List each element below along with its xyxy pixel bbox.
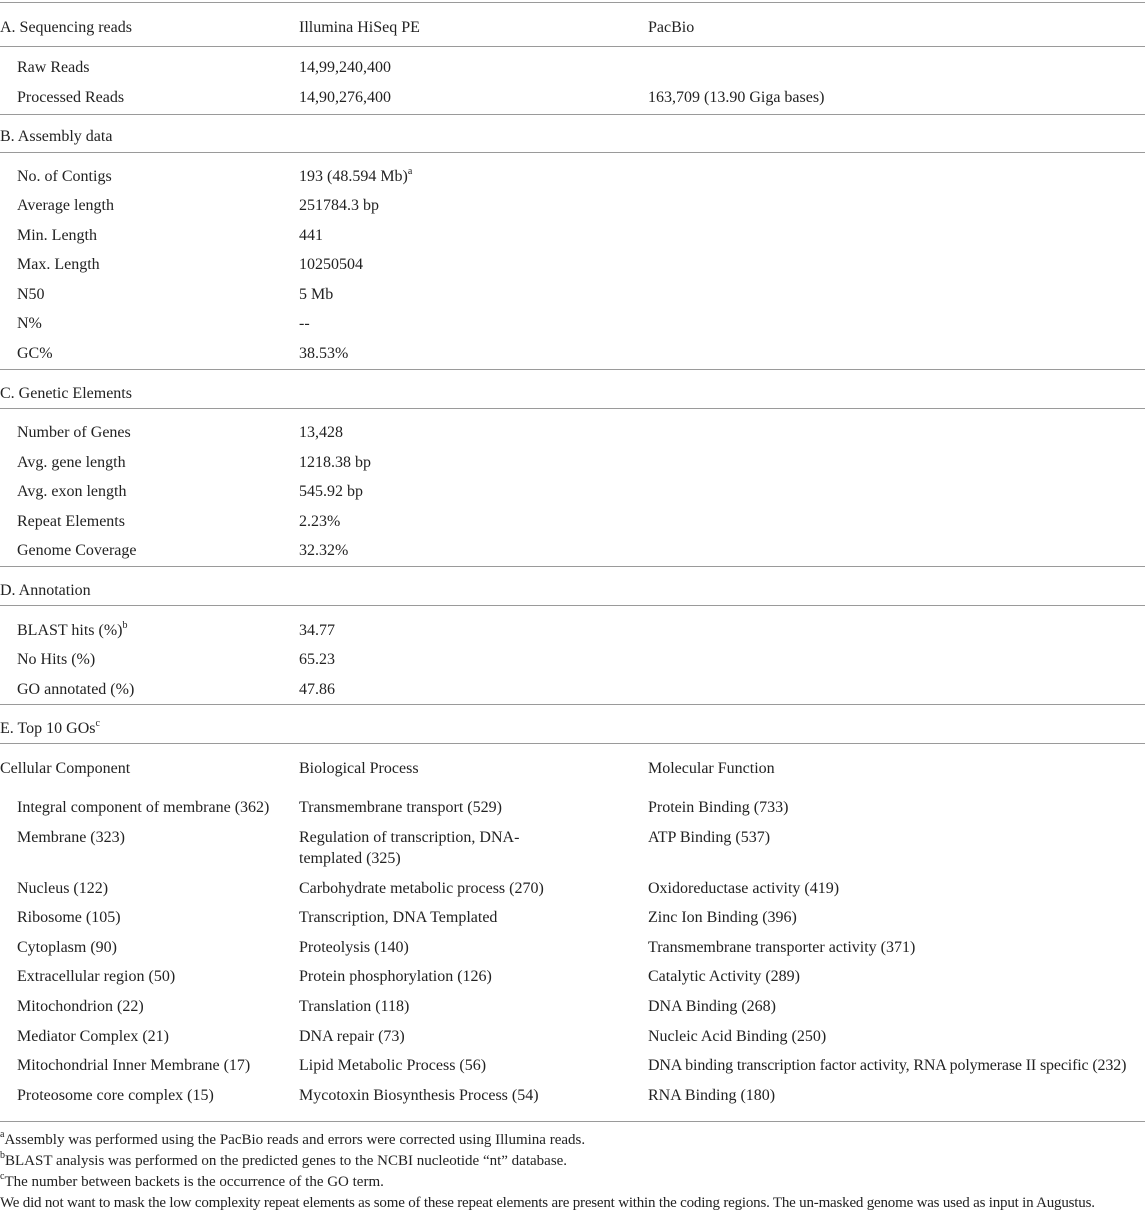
footnote: $^c$The number between backets is the occurrence of the GO term. [0,1171,384,1190]
go-cellular-component: Mitochondrion (22) [17,998,144,1015]
go-molecular-function: ATP Binding (537) [648,829,771,846]
rule [0,369,1145,370]
row-label: N50 [17,286,45,303]
row-label: Processed Reads [17,89,125,106]
column-header: Illumina HiSeq PE [299,19,420,36]
row-value: 14,90,276,400 [299,89,391,106]
top-rule [0,2,1145,3]
go-cellular-component: Cytoplasm (90) [17,939,117,956]
rule [0,704,1145,705]
go-molecular-function: Zinc Ion Binding (396) [648,909,797,926]
section-title: A. Sequencing reads [0,19,132,36]
go-molecular-function: Nucleic Acid Binding (250) [648,1028,827,1045]
column-header: PacBio [648,19,695,36]
go-molecular-function: Oxidoreductase activity (419) [648,880,840,897]
go-molecular-function: RNA Binding (180) [648,1087,776,1104]
row-value: 1218.38 bp [299,454,371,471]
row-label: GO annotated (%) [17,681,135,698]
footnote: We did not want to mask the low complexity repeat elements as some of these repeat elements are present within the coding regions. The un-masked genome was used as input in Augustus. [0,1195,1095,1211]
section-title: E. Top 10 GOs$^c$ [0,717,100,737]
section-title: D. Annotation [0,582,91,599]
row-value: 34.77 [299,622,335,639]
rule [0,152,1145,153]
row-value: 441 [299,227,323,244]
row-value: 38.53% [299,345,349,362]
row-label: Average length [17,197,114,214]
row-value: 10250504 [299,256,363,273]
row-value: 193 (48.594 Mb)$^a$ [299,165,413,185]
go-biological-process: Transmembrane transport (529) [299,799,502,816]
go-biological-process: Proteolysis (140) [299,939,409,956]
go-cellular-component: Extracellular region (50) [17,968,176,985]
row-label: No Hits (%) [17,651,96,668]
row-label: Avg. gene length [17,454,126,471]
row-value: 5 Mb [299,286,334,303]
go-molecular-function: Catalytic Activity (289) [648,968,800,985]
row-value: 47.86 [299,681,335,698]
row-value: 251784.3 bp [299,197,379,214]
go-cellular-component: Mediator Complex (21) [17,1028,169,1045]
bottom-rule [0,1121,1145,1122]
row-value: -- [299,315,310,332]
footnote-mark: b [122,619,128,631]
go-cellular-component: Nucleus (122) [17,880,109,897]
row-value: 14,99,240,400 [299,59,391,76]
row-label: N% [17,315,42,332]
row-value: 32.32% [299,542,349,559]
go-cellular-component: Integral component of membrane (362) [17,799,270,816]
row-value: 545.92 bp [299,483,363,500]
go-biological-process: Translation (118) [299,998,410,1015]
footnote-mark: a [407,165,413,177]
section-title: B. Assembly data [0,128,113,145]
go-biological-process: Protein phosphorylation (126) [299,968,492,985]
go-biological-process: Carbohydrate metabolic process (270) [299,880,544,897]
row-label: Genome Coverage [17,542,137,559]
column-header: Biological Process [299,760,419,777]
row-label: BLAST hits (%)$^b$ [17,619,128,639]
row-label: GC% [17,345,53,362]
go-biological-process: Transcription, DNA Templated [299,909,498,926]
footnote: $^a$Assembly was performed using the PacBio reads and errors were corrected using Illumina reads. [0,1129,586,1148]
column-header: Cellular Component [0,760,131,777]
row-value: 163,709 (13.90 Giga bases) [648,89,825,106]
go-cellular-component: Proteosome core complex (15) [17,1087,214,1104]
row-label: Raw Reads [17,59,90,76]
row-label: Max. Length [17,256,100,273]
go-biological-process: Mycotoxin Biosynthesis Process (54) [299,1087,539,1104]
row-label: No. of Contigs [17,168,112,185]
go-biological-process: Lipid Metabolic Process (56) [299,1057,487,1074]
go-biological-process: DNA repair (73) [299,1028,405,1045]
row-label: Min. Length [17,227,97,244]
go-molecular-function: DNA binding transcription factor activity, RNA polymerase II specific (232) [648,1057,1127,1074]
go-biological-process-continued: templated (325) [299,850,401,867]
row-label: Number of Genes [17,424,131,441]
row-value: 65.23 [299,651,335,668]
column-header: Molecular Function [648,760,775,777]
rule [0,114,1145,115]
go-cellular-component: Ribosome (105) [17,909,121,926]
rule [0,566,1145,567]
footnote-mark: c [95,717,100,729]
rule [0,408,1145,409]
go-molecular-function: Transmembrane transporter activity (371) [648,939,916,956]
go-cellular-component: Membrane (323) [17,829,125,846]
footnote-mark: c [0,1171,5,1182]
rule [0,46,1145,47]
rule [0,743,1145,744]
footnote-mark: b [0,1150,5,1161]
footnote: $^b$BLAST analysis was performed on the predicted genes to the NCBI nucleotide “nt” database. [0,1150,568,1169]
row-value: 2.23% [299,513,341,530]
row-label: Avg. exon length [17,483,127,500]
section-title: C. Genetic Elements [0,385,132,402]
go-cellular-component: Mitochondrial Inner Membrane (17) [17,1057,251,1074]
go-biological-process: Regulation of transcription, DNA- [299,829,520,846]
row-label: Repeat Elements [17,513,125,530]
go-molecular-function: Protein Binding (733) [648,799,789,816]
row-value: 13,428 [299,424,343,441]
rule [0,605,1145,606]
go-molecular-function: DNA Binding (268) [648,998,776,1015]
footnote-mark: a [0,1129,5,1140]
